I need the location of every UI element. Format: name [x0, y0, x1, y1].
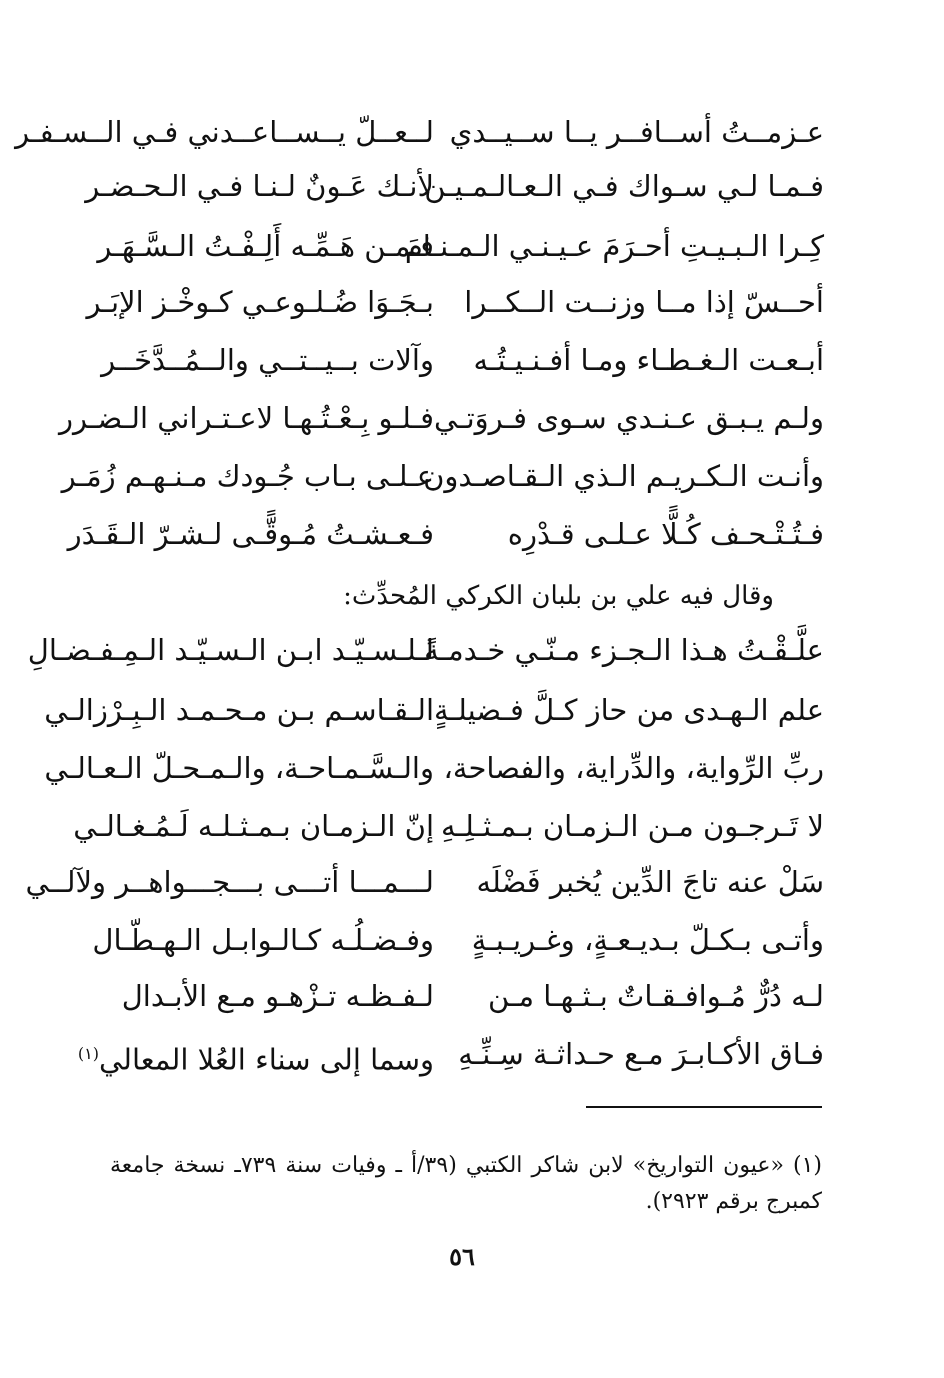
verse-first-hemistich: ربِّ الرِّواية، والدِّراية، والفصاحة،	[443, 751, 824, 785]
verse-second-hemistich: فـلـو بِـعْـتُـهـا لاعـتـراني الـضـرر	[58, 401, 434, 435]
verse-first-hemistich: وأتـى بـكـلّ بـديـعـةٍ، وغـريـبـةٍ	[471, 923, 824, 957]
verse-second-hemistich: لأنـك عَـونٌ لـنـا فـي الـحـضـر	[85, 169, 434, 203]
verse-first-hemistich: فـمـا لـي سـواك فـي الـعـالـمـيـن	[424, 169, 824, 203]
verse-first-hemistich: علَّـقْـتُ هـذا الـجـزء مـنّـي خـدمـةً	[424, 633, 824, 667]
footnote: (١) «عيون التواريخ» لابن شاكر الكتبي (٣٩/أ ـ وفيات سنة ٧٣٩ـ نسخة جامعة كمبرج برقم ٢٩٢٣).	[110, 1153, 822, 1214]
verse-first-hemistich: لا تَـرجـون مـن الـزمـان بـمـثـلِـهِ	[440, 809, 824, 843]
verse-second-hemistich: وفـضـلُـه كـالـوابـل الـهـطّـال	[92, 923, 434, 957]
verse-first-hemistich: عـزمــتُ أســافــر يــا ســيــدي	[449, 115, 824, 149]
verse-second-hemistich: والـسَّـمـاحـة، والـمـحـلّ الـعـالـي	[44, 751, 434, 785]
verse-first-hemistich: فـاق الأكـابـرَ مـع حـداثـة سِـنِّـهِ	[458, 1037, 824, 1071]
verse-second-hemistich: وآلات بــيــتــي والــمُــدَّخَــر	[101, 343, 434, 377]
verse-first-hemistich: فـتُـتْـحـف كُـلًّا عـلـى قـدْرِه	[507, 517, 824, 551]
verse-second-hemistich: الـقـاسـم بـن مـحـمـد الـبِـرْزالـي	[44, 693, 434, 727]
verse-second-hemistich: لـلـسـيّـد ابـن الـسـيّـد الـمِـفـضـالِ	[27, 633, 434, 667]
verse-first-hemistich: لـه دُرٌّ مُـوافـقـاتٌ بـثـهـا مـن	[487, 979, 824, 1013]
verse-first-hemistich: أحــسّ إذا مــا وزنــت الــكــرا	[464, 285, 824, 319]
verse-second-hemistich	[79, 1034, 434, 1080]
verse-text: وسما إلى سناء العُلا المعالي	[98, 1042, 434, 1077]
verse-second-hemistich: إنّ الـزمـان بـمـثـلـه لَـمُـغـالـي	[73, 809, 434, 843]
footnote-separator	[586, 1106, 822, 1108]
verse-first-hemistich: كِـرا الـبـيـتِ أحـرَمَ عـيـنـي الـمـنـامَ	[404, 229, 824, 263]
verse-first-hemistich: وأنـت الـكـريـم الـذي الـقـاصـدون	[423, 459, 824, 493]
verse-second-hemistich: فـعـشـتُ مُـوقًّـى لـشـرّ الـقَـدَر	[67, 517, 434, 551]
verse-second-hemistich: عـلـى بـاب جُـودك مـنـهـم زُمَـر	[61, 459, 434, 493]
footnote-marker: (١)	[77, 1044, 99, 1063]
verse-second-hemistich: بـجَـوَا ضُـلـوعـي كـوخْـز الإبَـر	[86, 285, 434, 319]
verse-first-hemistich: سَلْ عنه تاجَ الدِّين يُخبر فَضْلَه	[476, 865, 824, 899]
verse-second-hemistich: لـفـظـه تـزْهـو مـع الأبـدال	[121, 979, 434, 1013]
page-number: ٥٦	[449, 1242, 475, 1271]
verse-second-hemistich: لـــمـــا أتـــى بـــجـــواهــر ولآلــي	[25, 865, 434, 899]
poem-2-introduction: وقال فيه علي بن بلبان الكركي المُحدِّث:	[343, 581, 774, 611]
verse-second-hemistich: لــعــلّ يــســاعــدني فـي الــسـفـر	[15, 115, 434, 149]
verse-first-hemistich: أبـعـت الـغـطـاء ومـا أفـنـيـتُـه	[473, 343, 824, 377]
verse-first-hemistich: ولـم يـبـق عـنـدي سـوى فـروَتـي	[433, 401, 824, 435]
verse-first-hemistich: علم الـهـدى من حاز كـلَّ فـضيلـةٍ	[433, 693, 824, 727]
verse-second-hemistich: فـمـن هَـمِّـه أَلِـفْـتُ الـسَّـهَـر	[97, 229, 434, 263]
